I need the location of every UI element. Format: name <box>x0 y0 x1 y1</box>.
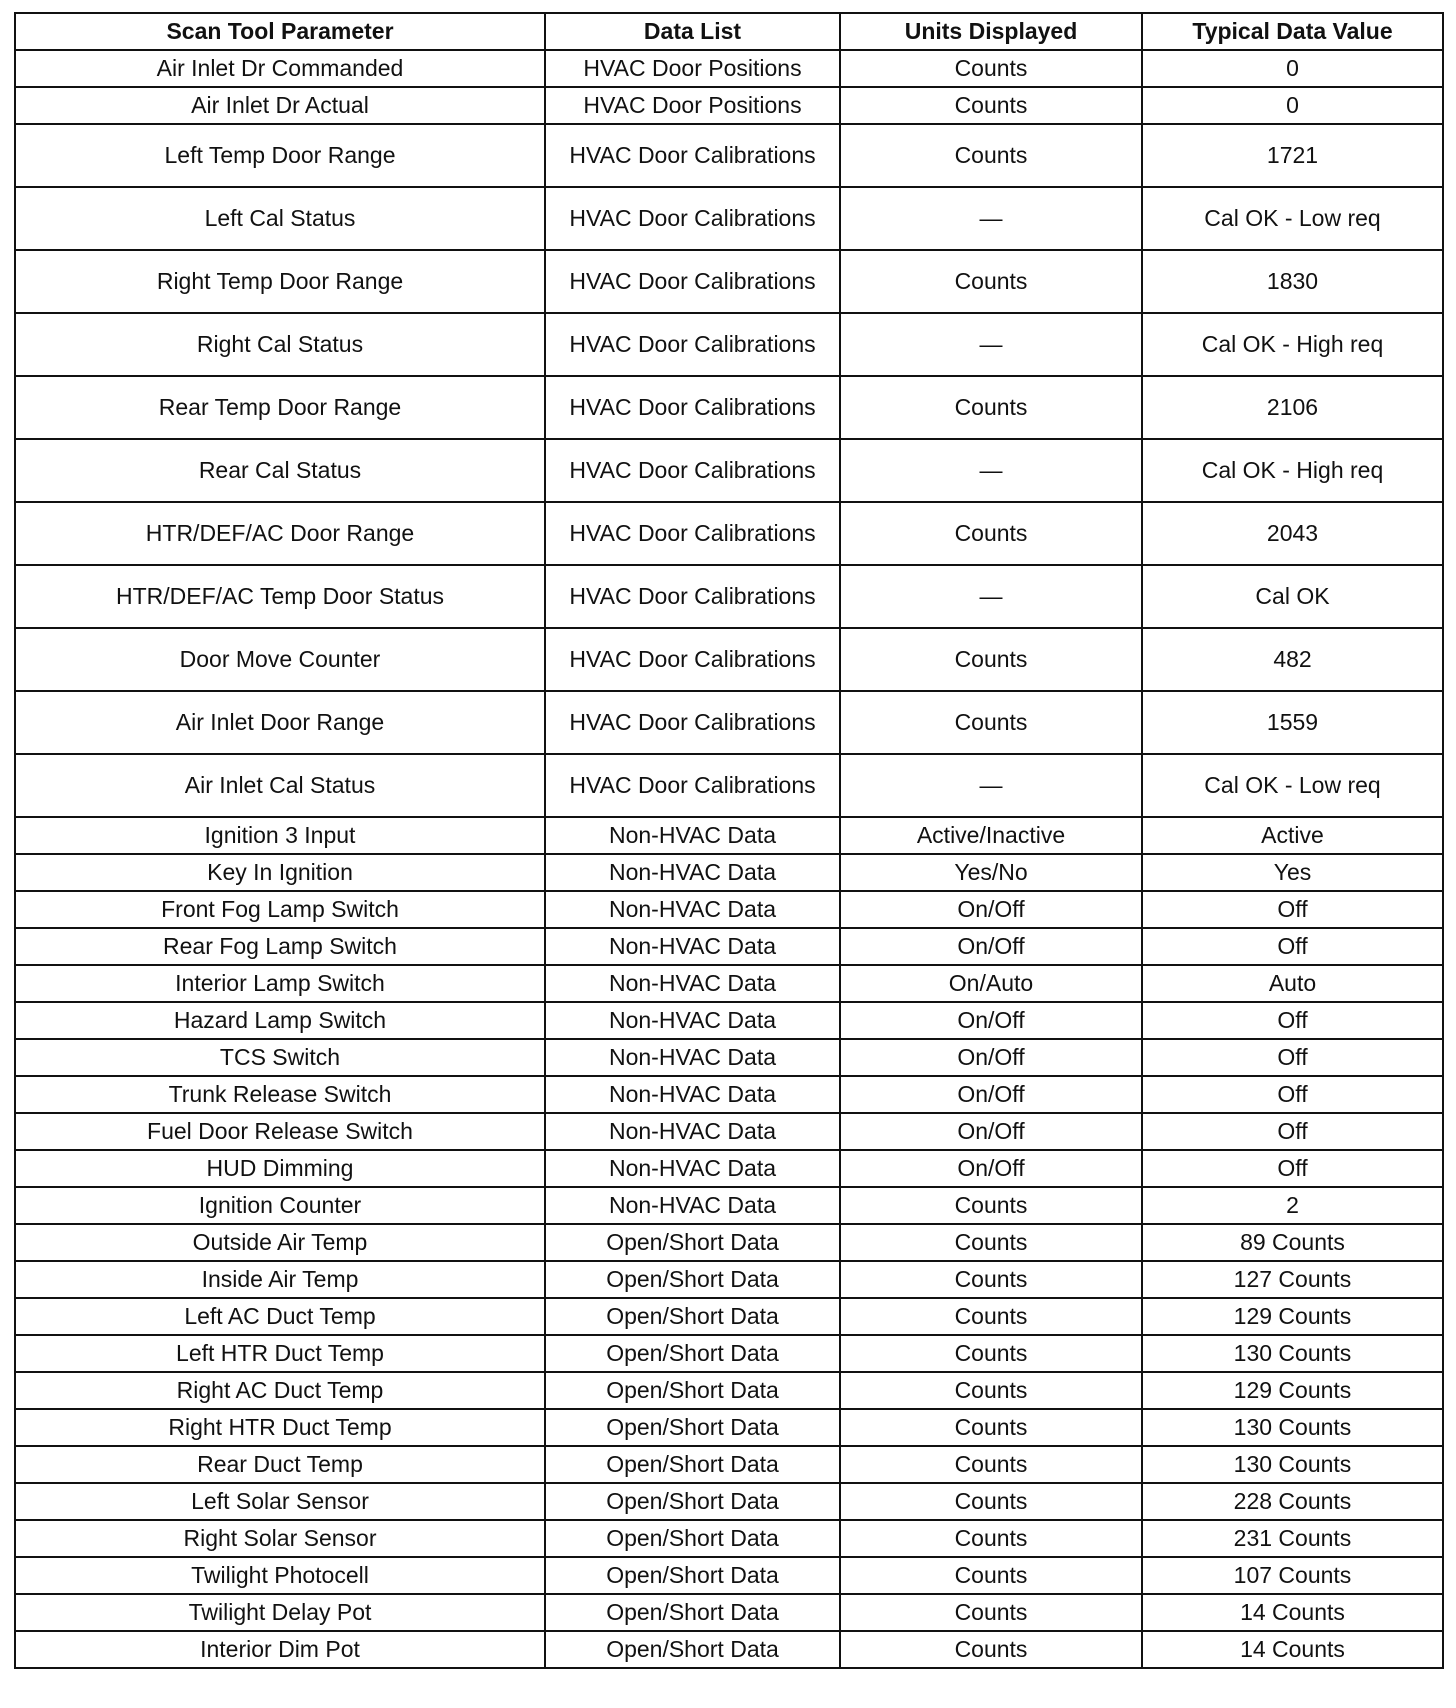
table-row <box>15 628 1443 691</box>
scan-tool-data-table <box>14 12 1444 1669</box>
cell-data-list: Open/Short Data <box>545 1335 840 1372</box>
cell-data-list: Non-HVAC Data <box>545 891 840 928</box>
cell-scan-tool-parameter: Rear Fog Lamp Switch <box>15 928 545 965</box>
table-row <box>15 439 1443 502</box>
cell-units-displayed: Active/Inactive <box>840 817 1142 854</box>
cell-data-list: Open/Short Data <box>545 1631 840 1668</box>
cell-data-list: Open/Short Data <box>545 1261 840 1298</box>
cell-units-displayed: On/Off <box>840 1113 1142 1150</box>
table-row <box>15 817 1443 854</box>
table-header-row <box>15 13 1443 50</box>
cell-units-displayed: Counts <box>840 1335 1142 1372</box>
cell-data-list: Open/Short Data <box>545 1594 840 1631</box>
cell-scan-tool-parameter: Fuel Door Release Switch <box>15 1113 545 1150</box>
table-row <box>15 1039 1443 1076</box>
cell-scan-tool-parameter: Rear Duct Temp <box>15 1446 545 1483</box>
cell-data-list: Open/Short Data <box>545 1372 840 1409</box>
table-row <box>15 1187 1443 1224</box>
cell-units-displayed: — <box>840 565 1142 628</box>
table-row <box>15 124 1443 187</box>
cell-scan-tool-parameter: Right Solar Sensor <box>15 1520 545 1557</box>
cell-data-list: Non-HVAC Data <box>545 1187 840 1224</box>
cell-scan-tool-parameter: Left Solar Sensor <box>15 1483 545 1520</box>
header-data-list: Data List <box>545 13 840 50</box>
cell-units-displayed: On/Off <box>840 1076 1142 1113</box>
cell-scan-tool-parameter: Rear Cal Status <box>15 439 545 502</box>
cell-scan-tool-parameter: Air Inlet Dr Actual <box>15 87 545 124</box>
table-body <box>15 50 1443 1668</box>
cell-units-displayed: Counts <box>840 1520 1142 1557</box>
cell-typical-data-value: Off <box>1142 1150 1443 1187</box>
table-row <box>15 1409 1443 1446</box>
table-row <box>15 1076 1443 1113</box>
cell-data-list: HVAC Door Calibrations <box>545 313 840 376</box>
cell-units-displayed: Counts <box>840 1557 1142 1594</box>
cell-scan-tool-parameter: Trunk Release Switch <box>15 1076 545 1113</box>
cell-typical-data-value: 482 <box>1142 628 1443 691</box>
cell-typical-data-value: 2106 <box>1142 376 1443 439</box>
cell-typical-data-value: 14 Counts <box>1142 1631 1443 1668</box>
table-row <box>15 1594 1443 1631</box>
cell-units-displayed: Counts <box>840 628 1142 691</box>
cell-typical-data-value: Cal OK - High req <box>1142 313 1443 376</box>
cell-data-list: Open/Short Data <box>545 1520 840 1557</box>
cell-scan-tool-parameter: Rear Temp Door Range <box>15 376 545 439</box>
cell-units-displayed: On/Off <box>840 928 1142 965</box>
cell-typical-data-value: Cal OK - Low req <box>1142 754 1443 817</box>
cell-data-list: Open/Short Data <box>545 1298 840 1335</box>
cell-units-displayed: Counts <box>840 376 1142 439</box>
cell-units-displayed: Counts <box>840 1631 1142 1668</box>
table-row <box>15 1261 1443 1298</box>
cell-data-list: HVAC Door Calibrations <box>545 628 840 691</box>
cell-scan-tool-parameter: Interior Lamp Switch <box>15 965 545 1002</box>
cell-scan-tool-parameter: HTR/DEF/AC Temp Door Status <box>15 565 545 628</box>
table-row <box>15 1520 1443 1557</box>
cell-scan-tool-parameter: Key In Ignition <box>15 854 545 891</box>
cell-units-displayed: Counts <box>840 1261 1142 1298</box>
cell-scan-tool-parameter: HUD Dimming <box>15 1150 545 1187</box>
cell-units-displayed: On/Off <box>840 1039 1142 1076</box>
cell-data-list: HVAC Door Calibrations <box>545 187 840 250</box>
table-row <box>15 754 1443 817</box>
cell-data-list: Non-HVAC Data <box>545 1076 840 1113</box>
cell-units-displayed: On/Off <box>840 891 1142 928</box>
cell-data-list: HVAC Door Positions <box>545 87 840 124</box>
cell-units-displayed: — <box>840 439 1142 502</box>
cell-data-list: Non-HVAC Data <box>545 928 840 965</box>
cell-units-displayed: Counts <box>840 1224 1142 1261</box>
cell-typical-data-value: 1721 <box>1142 124 1443 187</box>
table-row <box>15 1150 1443 1187</box>
table-row <box>15 1298 1443 1335</box>
cell-typical-data-value: 130 Counts <box>1142 1446 1443 1483</box>
cell-typical-data-value: Cal OK - Low req <box>1142 187 1443 250</box>
cell-units-displayed: Yes/No <box>840 854 1142 891</box>
cell-data-list: HVAC Door Calibrations <box>545 376 840 439</box>
cell-units-displayed: Counts <box>840 1187 1142 1224</box>
cell-typical-data-value: Off <box>1142 1039 1443 1076</box>
cell-scan-tool-parameter: Hazard Lamp Switch <box>15 1002 545 1039</box>
cell-typical-data-value: 1830 <box>1142 250 1443 313</box>
cell-typical-data-value: 127 Counts <box>1142 1261 1443 1298</box>
table-row <box>15 1335 1443 1372</box>
cell-typical-data-value: Off <box>1142 1002 1443 1039</box>
table-row <box>15 565 1443 628</box>
cell-scan-tool-parameter: Right AC Duct Temp <box>15 1372 545 1409</box>
cell-scan-tool-parameter: Left HTR Duct Temp <box>15 1335 545 1372</box>
table-row <box>15 313 1443 376</box>
cell-units-displayed: Counts <box>840 1483 1142 1520</box>
cell-typical-data-value: Yes <box>1142 854 1443 891</box>
cell-typical-data-value: Cal OK <box>1142 565 1443 628</box>
scan-tool-data-table-container <box>14 12 1442 1669</box>
cell-units-displayed: On/Off <box>840 1150 1142 1187</box>
cell-data-list: Non-HVAC Data <box>545 854 840 891</box>
cell-units-displayed: On/Auto <box>840 965 1142 1002</box>
cell-data-list: HVAC Door Calibrations <box>545 754 840 817</box>
cell-units-displayed: Counts <box>840 1298 1142 1335</box>
table-row <box>15 965 1443 1002</box>
table-row <box>15 1631 1443 1668</box>
cell-scan-tool-parameter: Right Temp Door Range <box>15 250 545 313</box>
cell-units-displayed: Counts <box>840 691 1142 754</box>
cell-typical-data-value: 2 <box>1142 1187 1443 1224</box>
cell-typical-data-value: 129 Counts <box>1142 1372 1443 1409</box>
cell-scan-tool-parameter: Twilight Photocell <box>15 1557 545 1594</box>
table-row <box>15 891 1443 928</box>
cell-units-displayed: Counts <box>840 502 1142 565</box>
cell-data-list: HVAC Door Positions <box>545 50 840 87</box>
cell-data-list: Open/Short Data <box>545 1224 840 1261</box>
cell-typical-data-value: Off <box>1142 891 1443 928</box>
cell-typical-data-value: 129 Counts <box>1142 1298 1443 1335</box>
cell-units-displayed: Counts <box>840 1372 1142 1409</box>
cell-data-list: HVAC Door Calibrations <box>545 565 840 628</box>
header-units-displayed: Units Displayed <box>840 13 1142 50</box>
cell-scan-tool-parameter: Right Cal Status <box>15 313 545 376</box>
cell-units-displayed: On/Off <box>840 1002 1142 1039</box>
cell-units-displayed: — <box>840 187 1142 250</box>
table-row <box>15 1446 1443 1483</box>
header-scan-tool-parameter: Scan Tool Parameter <box>15 13 545 50</box>
cell-data-list: HVAC Door Calibrations <box>545 124 840 187</box>
cell-typical-data-value: 130 Counts <box>1142 1409 1443 1446</box>
cell-scan-tool-parameter: Ignition 3 Input <box>15 817 545 854</box>
cell-scan-tool-parameter: Interior Dim Pot <box>15 1631 545 1668</box>
cell-scan-tool-parameter: Twilight Delay Pot <box>15 1594 545 1631</box>
cell-data-list: HVAC Door Calibrations <box>545 691 840 754</box>
cell-data-list: Open/Short Data <box>545 1409 840 1446</box>
cell-typical-data-value: 0 <box>1142 87 1443 124</box>
cell-typical-data-value: 228 Counts <box>1142 1483 1443 1520</box>
cell-data-list: Open/Short Data <box>545 1446 840 1483</box>
cell-data-list: HVAC Door Calibrations <box>545 250 840 313</box>
cell-typical-data-value: Off <box>1142 1113 1443 1150</box>
cell-scan-tool-parameter: Left AC Duct Temp <box>15 1298 545 1335</box>
cell-scan-tool-parameter: Left Cal Status <box>15 187 545 250</box>
cell-data-list: Non-HVAC Data <box>545 817 840 854</box>
cell-typical-data-value: 0 <box>1142 50 1443 87</box>
cell-scan-tool-parameter: Ignition Counter <box>15 1187 545 1224</box>
cell-typical-data-value: 89 Counts <box>1142 1224 1443 1261</box>
table-row <box>15 250 1443 313</box>
table-row <box>15 1483 1443 1520</box>
cell-units-displayed: Counts <box>840 250 1142 313</box>
cell-scan-tool-parameter: Door Move Counter <box>15 628 545 691</box>
cell-units-displayed: Counts <box>840 50 1142 87</box>
table-row <box>15 502 1443 565</box>
cell-data-list: Open/Short Data <box>545 1483 840 1520</box>
cell-units-displayed: Counts <box>840 124 1142 187</box>
cell-data-list: HVAC Door Calibrations <box>545 502 840 565</box>
header-typical-data-value: Typical Data Value <box>1142 13 1443 50</box>
cell-scan-tool-parameter: Right HTR Duct Temp <box>15 1409 545 1446</box>
cell-typical-data-value: Off <box>1142 1076 1443 1113</box>
cell-units-displayed: Counts <box>840 87 1142 124</box>
cell-typical-data-value: 2043 <box>1142 502 1443 565</box>
cell-scan-tool-parameter: Front Fog Lamp Switch <box>15 891 545 928</box>
table-row <box>15 1557 1443 1594</box>
table-row <box>15 87 1443 124</box>
cell-typical-data-value: 1559 <box>1142 691 1443 754</box>
cell-scan-tool-parameter: Air Inlet Dr Commanded <box>15 50 545 87</box>
cell-data-list: Non-HVAC Data <box>545 1113 840 1150</box>
cell-data-list: Non-HVAC Data <box>545 1002 840 1039</box>
cell-scan-tool-parameter: Left Temp Door Range <box>15 124 545 187</box>
cell-scan-tool-parameter: TCS Switch <box>15 1039 545 1076</box>
table-row <box>15 376 1443 439</box>
table-row <box>15 187 1443 250</box>
cell-typical-data-value: Active <box>1142 817 1443 854</box>
cell-typical-data-value: 107 Counts <box>1142 1557 1443 1594</box>
cell-scan-tool-parameter: Inside Air Temp <box>15 1261 545 1298</box>
table-row <box>15 50 1443 87</box>
table-row <box>15 1224 1443 1261</box>
cell-units-displayed: — <box>840 313 1142 376</box>
table-row <box>15 1372 1443 1409</box>
cell-typical-data-value: 130 Counts <box>1142 1335 1443 1372</box>
cell-data-list: HVAC Door Calibrations <box>545 439 840 502</box>
table-row <box>15 691 1443 754</box>
cell-units-displayed: Counts <box>840 1409 1142 1446</box>
cell-data-list: Open/Short Data <box>545 1557 840 1594</box>
cell-typical-data-value: Cal OK - High req <box>1142 439 1443 502</box>
cell-scan-tool-parameter: HTR/DEF/AC Door Range <box>15 502 545 565</box>
cell-data-list: Non-HVAC Data <box>545 1039 840 1076</box>
cell-scan-tool-parameter: Outside Air Temp <box>15 1224 545 1261</box>
cell-units-displayed: Counts <box>840 1594 1142 1631</box>
table-row <box>15 1002 1443 1039</box>
cell-typical-data-value: Off <box>1142 928 1443 965</box>
cell-scan-tool-parameter: Air Inlet Door Range <box>15 691 545 754</box>
table-row <box>15 928 1443 965</box>
cell-typical-data-value: 14 Counts <box>1142 1594 1443 1631</box>
cell-typical-data-value: Auto <box>1142 965 1443 1002</box>
cell-typical-data-value: 231 Counts <box>1142 1520 1443 1557</box>
cell-units-displayed: Counts <box>840 1446 1142 1483</box>
cell-data-list: Non-HVAC Data <box>545 1150 840 1187</box>
table-row <box>15 854 1443 891</box>
table-row <box>15 1113 1443 1150</box>
cell-units-displayed: — <box>840 754 1142 817</box>
cell-data-list: Non-HVAC Data <box>545 965 840 1002</box>
cell-scan-tool-parameter: Air Inlet Cal Status <box>15 754 545 817</box>
